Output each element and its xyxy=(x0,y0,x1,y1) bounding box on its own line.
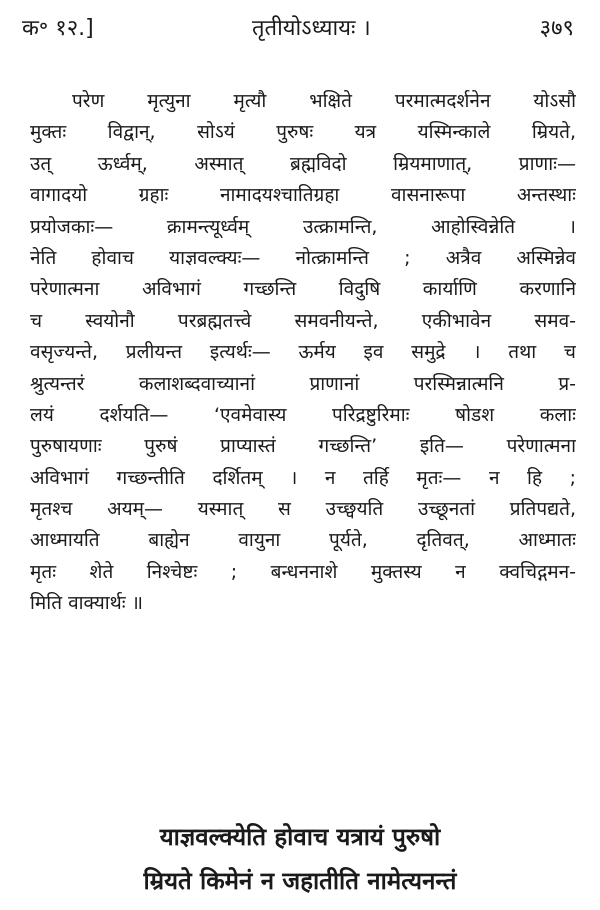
commentary-line: परेणात्मना अविभागं गच्छन्ति विदुषि कार्याणि करणानि xyxy=(30,278,576,301)
commentary-line: परेण मृत्युना मृत्यौ भक्षिते परमात्मदर्शनेन योऽसौ xyxy=(72,90,576,112)
commentary-line: मिति वाक्यार्थः ॥ xyxy=(30,592,144,615)
page-number: ३७९ xyxy=(539,16,574,41)
commentary-line: पुरुषायणाः पुरुषं प्राप्यास्तं गच्छन्ति’ इति— परेणात्मना xyxy=(30,435,576,458)
verse-line: याज्ञवल्क्येति होवाच यत्रायं पुरुषो xyxy=(159,823,441,851)
commentary-line: लयं दर्शयति— ‘एवमेवास्य परिद्रष्टुरिमाः षोडश कलाः xyxy=(30,403,576,426)
commentary-line: नेति होवाच याज्ञवल्क्यः— नोत्क्रामन्ति ; अत्रैव अस्मिन्नेव xyxy=(30,246,576,269)
commentary-line: वसृज्यन्ते, प्रलीयन्त इत्यर्थः— ऊर्मय इव समुद्रे । तथा च xyxy=(30,341,576,364)
commentary-line: वागादयो ग्रहाः नामादयश्चातिग्रहा वासनारूपा अन्तस्थाः xyxy=(30,184,576,207)
commentary-line: आध्मायति बाह्येन वायुना पूर्यते, दृतिवत्, आध्मातः xyxy=(30,529,576,552)
verse-line: म्रियते किमेनं न जहातीति नामेत्यनन्तं xyxy=(143,867,457,895)
verse-block xyxy=(0,815,600,903)
commentary-line: श्रुत्यन्तरं कलाशब्दवाच्यानां प्राणानां परस्मिन्नात्मनि प्र- xyxy=(30,372,576,395)
commentary-line: च स्वयोनौ परब्रह्मतत्त्वे समवनीयन्ते, एकीभावेन समव- xyxy=(30,309,576,332)
commentary-line: प्रयोजकाः— क्रामन्त्यूर्ध्वम् उत्क्रामन्ति, आहोस्विन्नेति । xyxy=(30,215,576,238)
commentary-paragraph xyxy=(30,86,576,620)
page-header xyxy=(22,12,582,52)
running-title: तृतीयोऽध्यायः । xyxy=(252,16,371,41)
commentary-line: उत् ऊर्ध्वम्, अस्मात् ब्रह्मविदो म्रियमाणात्, प्राणाः— xyxy=(30,152,576,175)
chapter-reference: क॰ १२.] xyxy=(22,16,94,41)
commentary-line: मृतः शेते निश्चेष्टः ; बन्धननाशे मुक्तस्य न क्वचिद्गमन- xyxy=(30,560,576,583)
commentary-line: मृतश्च अयम्— यस्मात् स उच्छ्वयति उच्छूनतां प्रतिपद्यते, xyxy=(30,498,576,521)
commentary-line: मुक्तः विद्वान्, सोऽयं पुरुषः यत्र यस्मिन्काले म्रियते, xyxy=(30,121,576,144)
commentary-line: अविभागं गच्छन्तीति दर्शितम् । न तर्हि मृतः— न हि ; xyxy=(30,466,576,489)
